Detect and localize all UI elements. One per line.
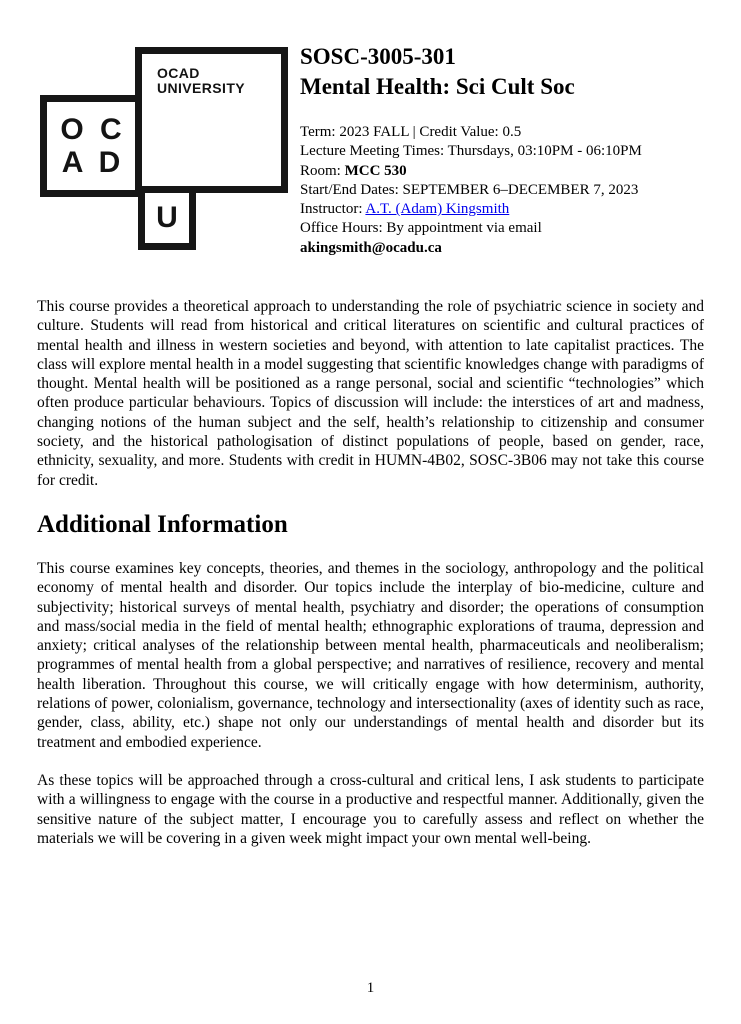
course-code: SOSC-3005-301: [300, 44, 456, 69]
instructor-email: akingsmith@ocadu.ca: [300, 239, 442, 256]
room-line: [300, 162, 720, 181]
room-label: Room:: [300, 162, 345, 179]
logo-u-letter: U: [156, 201, 178, 234]
term-line: Term: 2023 FALL | Credit Value: 0.5: [300, 124, 522, 140]
instructor-line: [300, 200, 720, 219]
dates-line: Start/End Dates: SEPTEMBER 6–DECEMBER 7, 2023: [300, 181, 639, 198]
logo-letters-row1: O C: [60, 113, 126, 146]
document-body: [37, 297, 704, 867]
logo-u-square: [138, 186, 196, 250]
logo-letters-row2: A D: [61, 146, 125, 179]
course-description-paragraph: This course provides a theoretical approach to understanding the role of psychiatric science in society and culture. Students will read from historical and critical literatures on scientific and cultural practices of mental health and illness in western societies and beyond, with attention to late capitalist practices. The class will explore mental health in a model suggesting that scientific knowledges change with paradigms of thought. Mental health will be positioned as a range personal, social and scientific “technologies” which often produce particular behaviours. Topics of discussion will include: the interstices of art and madness, changing notions of the human subject and the self, health’s relationship to citizenship and consumer society, and the historical pathologisation of distinct populations of people, based on gender, race, ethnicity, sexuality, and more. Students with credit in HUMN-4B02, SOSC-3B06 may not take this course for credit.: [37, 298, 704, 489]
course-meta: [300, 123, 720, 258]
document-header: [0, 0, 741, 298]
logo-wordmark-line2: UNIVERSITY: [157, 79, 246, 96]
page-number: 1: [366, 980, 375, 996]
course-title: Mental Health: Sci Cult Soc: [300, 74, 575, 99]
page-footer: [0, 980, 741, 997]
office-hours-line: Office Hours: By appointment via email: [300, 220, 542, 237]
additional-info-paragraph-2: As these topics will be approached through a cross-cultural and critical lens, I ask students to participate with a willingness to engage with the course in a productive and respectful manner. Additionally, given the sensitive nature of the subject matter, I encourage you to carefully assess and reflect on whether the materials we will be covering in a given week might impact your own mental well-being.: [37, 771, 704, 847]
instructor-link[interactable]: A.T. (Adam) Kingsmith: [365, 201, 510, 218]
ocad-university-logo: [38, 45, 290, 255]
room-value: MCC 530: [344, 162, 407, 179]
logo-wordmark-line1: OCAD: [157, 65, 200, 81]
additional-information-heading: Additional Information: [37, 510, 288, 538]
logo-wordmark: [157, 66, 245, 95]
logo-wordmark-square: [135, 47, 288, 193]
lecture-times-line: Lecture Meeting Times: Thursdays, 03:10PM - 06:10PM: [300, 143, 642, 160]
additional-info-paragraph-1: This course examines key concepts, theories, and themes in the sociology, anthropology and the political economy of mental health and disorder. Our topics include the interplay of bio-medicine, culture and subjectivity; historical surveys of mental health, psychiatry and disorder; the operations of consumption and mass/social media in the field of mental health; ethnographic explorations of trauma, depression and anxiety; critical analyses of the relationship between mental health, pharmaceuticals and neoliberalism; programmes of mental health from a global perspective; and narratives of resilience, recovery and mental health liberation. Throughout this course, we will critically engage with how determinism, authority, relations of power, colonialism, governance, technology and intersectionality (axes of identity such as race, gender, class, ability, etc.) shape not only our understandings of mental health and disorder but its treatment and embodied experience.: [37, 559, 704, 751]
logo-letters-square: [40, 95, 142, 197]
instructor-label: Instructor:: [300, 201, 366, 218]
course-info: [300, 42, 720, 258]
